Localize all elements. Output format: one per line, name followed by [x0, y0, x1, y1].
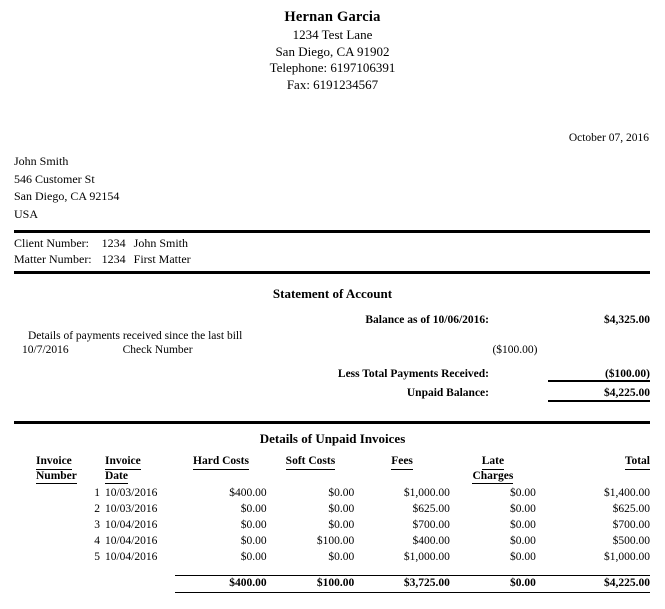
cell-hard: $0.00 [240, 550, 267, 563]
total-date [100, 575, 175, 592]
divider-below-unpaid-balance [548, 400, 650, 402]
cell-number: 5 [94, 550, 100, 563]
identifier-block [14, 236, 191, 267]
cell-hard: $400.00 [229, 487, 267, 500]
payments-received-note: Details of payments received since the last bill [28, 330, 243, 342]
unpaid-balance-label: Unpaid Balance: [406, 387, 489, 399]
total-number [14, 575, 100, 592]
table-row [14, 518, 650, 534]
total-late: $0.00 [450, 575, 536, 592]
letterhead [0, 8, 665, 93]
firm-name: Hernan Garcia [284, 9, 381, 25]
table-spacer-row [14, 565, 650, 575]
divider-above-invoices [14, 421, 650, 424]
matter-name-value: First Matter [133, 251, 191, 266]
payment-date: 10/7/2016 [22, 344, 69, 356]
payment-reference: Check Number [122, 344, 193, 356]
column-header-hard-costs: Hard Costs [175, 455, 266, 486]
cell-soft: $0.00 [328, 550, 355, 563]
column-header-invoice-number: Invoice Number [14, 455, 100, 486]
cell-number: 2 [94, 503, 100, 516]
recipient-name: John Smith [14, 154, 69, 168]
cell-date: 10/04/2016 [104, 518, 158, 531]
client-number-row [14, 236, 191, 252]
recipient-address-block [14, 153, 119, 223]
cell-total: $700.00 [612, 518, 650, 531]
cell-total: $625.00 [612, 503, 650, 516]
cell-fees: $625.00 [412, 503, 450, 516]
client-name-value: John Smith [133, 236, 189, 250]
cell-soft: $0.00 [328, 518, 355, 531]
less-total-payments-label: Less Total Payments Received: [337, 368, 489, 380]
cell-late: $0.00 [510, 518, 536, 531]
column-header-soft-costs: Soft Costs [267, 455, 355, 486]
cell-soft: $0.00 [328, 487, 355, 500]
cell-hard: $0.00 [240, 534, 267, 547]
less-total-payments-amount: ($100.00) [604, 368, 650, 380]
column-header-total: Total [536, 455, 650, 486]
divider-below-identifiers [14, 271, 650, 274]
table-row [14, 550, 650, 566]
total-fees: $3,725.00 [354, 575, 450, 592]
firm-fax: Fax: 6191234567 [286, 76, 379, 92]
cell-fees: $700.00 [412, 518, 450, 531]
payment-detail-row [22, 344, 193, 356]
firm-city-state-zip: San Diego, CA 91902 [275, 43, 390, 59]
table-totals-row [14, 575, 650, 592]
total-soft: $100.00 [267, 575, 355, 592]
cell-fees: $1,000.00 [403, 487, 450, 500]
client-number-label: Client Number: [14, 236, 89, 250]
client-number-value: 1234 [101, 236, 126, 250]
cell-date: 10/03/2016 [104, 503, 158, 516]
matter-number-value: 1234 [101, 251, 126, 266]
table-row [14, 534, 650, 550]
statement-of-account-title: Statement of Account [272, 286, 393, 301]
document-date: October 07, 2016 [568, 132, 649, 144]
cell-date: 10/04/2016 [104, 534, 158, 547]
unpaid-invoices-table [14, 455, 650, 593]
cell-late: $0.00 [510, 550, 536, 563]
cell-hard: $0.00 [240, 518, 267, 531]
recipient-street: 546 Customer St [14, 171, 95, 186]
matter-number-row [14, 252, 191, 268]
cell-soft: $100.00 [316, 534, 355, 547]
cell-date: 10/04/2016 [104, 550, 158, 563]
payment-amount: ($100.00) [492, 344, 538, 356]
cell-fees: $400.00 [412, 534, 450, 547]
cell-total: $500.00 [612, 534, 650, 547]
matter-number-label: Matter Number: [14, 251, 92, 266]
column-header-invoice-date: Invoice Date [100, 455, 175, 486]
divider-above-identifiers [14, 230, 650, 233]
recipient-country: USA [14, 206, 39, 221]
balance-as-of-label: Balance as of 10/06/2016: [365, 314, 489, 326]
table-row [14, 502, 650, 518]
cell-late: $0.00 [510, 503, 536, 516]
recipient-city-state-zip: San Diego, CA 92154 [14, 189, 120, 203]
unpaid-invoices-title: Details of Unpaid Invoices [259, 431, 406, 446]
cell-late: $0.00 [510, 534, 536, 547]
cell-number: 3 [94, 518, 100, 531]
column-header-fees: Fees [354, 455, 450, 486]
total-total: $4,225.00 [536, 575, 650, 592]
cell-total: $1,000.00 [604, 550, 650, 563]
table-row [14, 486, 650, 502]
cell-total: $1,400.00 [604, 487, 650, 500]
cell-number: 1 [94, 487, 100, 500]
cell-soft: $0.00 [328, 503, 355, 516]
column-header-late-charges: Late Charges [450, 455, 536, 486]
firm-telephone: Telephone: 6197106391 [269, 60, 396, 75]
cell-number: 4 [94, 534, 100, 547]
divider-above-unpaid-balance [548, 380, 650, 382]
unpaid-balance-amount: $4,225.00 [604, 387, 650, 399]
table-header-row [14, 455, 650, 486]
cell-hard: $0.00 [240, 503, 267, 516]
balance-as-of-amount: $4,325.00 [604, 314, 650, 326]
cell-date: 10/03/2016 [104, 487, 158, 500]
total-hard: $400.00 [175, 575, 266, 592]
cell-fees: $1,000.00 [403, 550, 450, 563]
cell-late: $0.00 [510, 487, 536, 500]
table-spacer-cell [14, 565, 650, 575]
firm-street: 1234 Test Lane [292, 27, 373, 42]
